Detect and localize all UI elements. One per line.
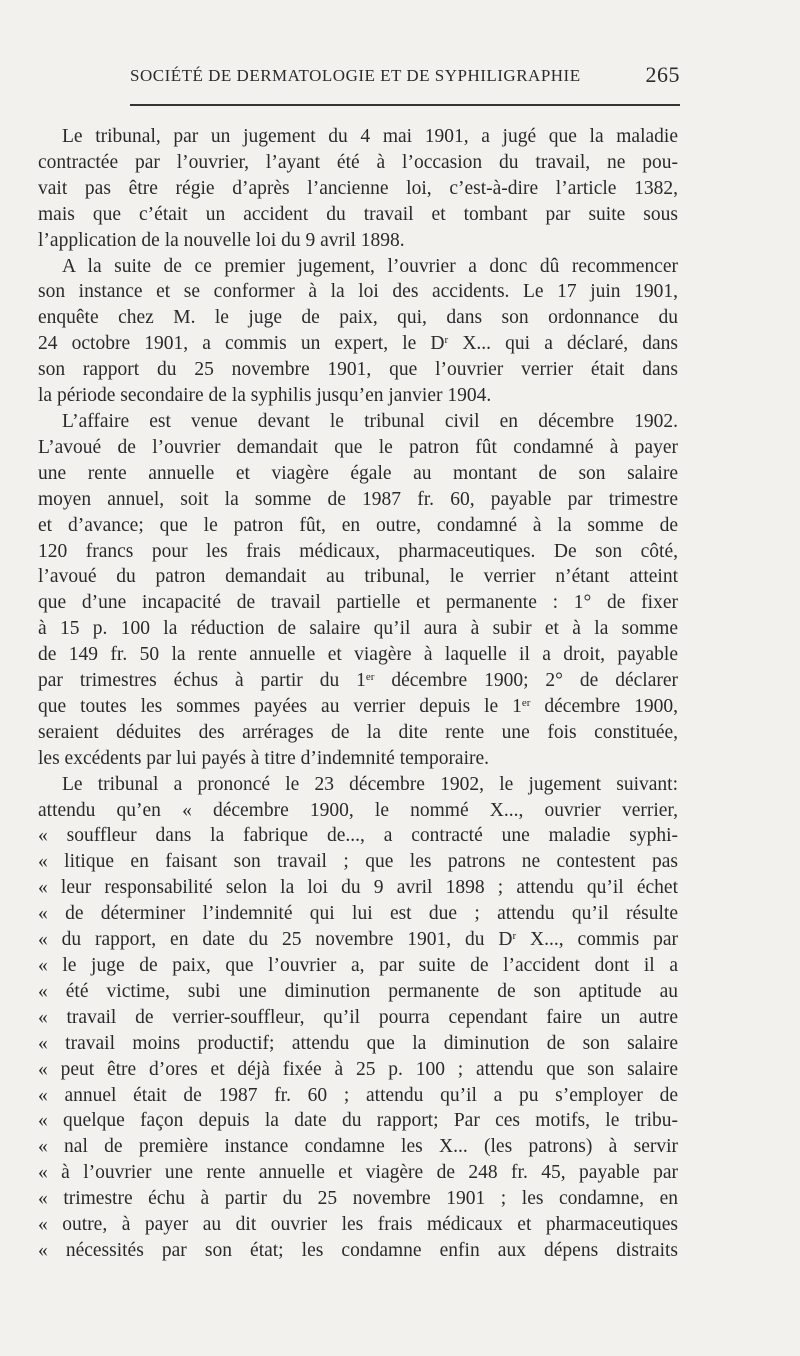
text-line: mais que c’était un accident du travail et tombant par suite sous [38, 203, 678, 225]
page-number: 265 [645, 62, 680, 87]
text-line: « leur responsabilité selon la loi du 9 avril 1898 ; attendu qu’il échet [38, 877, 678, 899]
text-line: moyen annuel, soit la somme de 1987 fr. 60, payable par trimestre [38, 488, 678, 510]
text-line: seraient déduites des arrérages de la dite rente une fois constituée, [38, 721, 678, 743]
text-line: A la suite de ce premier jugement, l’ouvrier a donc dû recommencer [62, 255, 678, 277]
text-line: les excédents par lui payés à titre d’indemnité temporaire. [38, 747, 490, 769]
text-line: « nal de première instance condamne les X... (les patrons) à servir [38, 1136, 678, 1158]
text-line: l’avoué du patron demandait au tribunal, le verrier n’étant atteint [38, 566, 678, 588]
text-line: « annuel était de 1987 fr. 60 ; attendu qu’il a pu s’employer de [38, 1084, 678, 1106]
text-line: une rente annuelle et viagère égale au montant de son salaire [38, 462, 678, 484]
text-line: vait pas être régie d’après l’ancienne loi, c’est-à-dire l’article 1382, [38, 177, 678, 199]
text-line: « peut être d’ores et déjà fixée à 25 p. 100 ; attendu que son salaire [38, 1058, 678, 1080]
text-line: « litique en faisant son travail ; que les patrons ne contestent pas [38, 851, 678, 873]
text-line: « été victime, subi une diminution permanente de son aptitude au [38, 980, 678, 1002]
text-line: que toutes les sommes payées au verrier depuis le 1er décembre 1900, [38, 695, 678, 717]
text-line: 120 francs pour les frais médicaux, pharmaceutiques. De son côté, [38, 540, 678, 562]
text-line: Le tribunal a prononcé le 23 décembre 1902, le jugement suivant: [62, 773, 678, 795]
text-line: 24 octobre 1901, a commis un expert, le $D^r$ X... qui a déclaré, dans [38, 333, 678, 355]
header-rule [130, 104, 680, 106]
text-line: la période secondaire de la syphilis jusqu’en janvier 1904. [38, 385, 492, 407]
text-line: « quelque façon depuis la date du rapport; Par ces motifs, le tribu- [38, 1110, 678, 1132]
text-line: « nécessités par son état; les condamne enfin aux dépens distraits [38, 1239, 678, 1261]
text-line: « outre, à payer au dit ouvrier les frais médicaux et pharmaceutiques [38, 1214, 678, 1236]
text-line: de 149 fr. 50 la rente annuelle et viagère à laquelle il a droit, payable [38, 644, 678, 666]
text-line: l’application de la nouvelle loi du 9 avril 1898. [38, 229, 405, 251]
text-line: enquête chez M. le juge de paix, qui, dans son ordonnance du [38, 307, 678, 329]
text-line: « le juge de paix, que l’ouvrier a, par suite de l’accident dont il a [38, 955, 678, 976]
text-line: par trimestres échus à partir du 1er décembre 1900; 2° de déclarer [38, 670, 678, 692]
text-line: « souffleur dans la fabrique de..., a contracté une maladie syphi- [38, 825, 678, 847]
text-line: à 15 p. 100 la réduction de salaire qu’il aura à subir et à la somme [38, 618, 678, 640]
text-line: son instance et se conformer à la loi des accidents. Le 17 juin 1901, [38, 281, 678, 303]
text-line: et d’avance; que le patron fût, en outre, condamné à la somme de [38, 514, 678, 536]
text-line: « de déterminer l’indemnité qui lui est due ; attendu qu’il résulte [38, 903, 678, 925]
text-line: « du rapport, en date du 25 novembre 1901, du $D^r$ X..., commis par [38, 929, 679, 951]
text-line: que d’une incapacité de travail partielle et permanente : 1° de fixer [38, 592, 678, 614]
text-line: L’affaire est venue devant le tribunal civil en décembre 1902. [62, 410, 678, 432]
text-line: L’avoué de l’ouvrier demandait que le patron fût condamné à payer [38, 436, 678, 458]
text-line: « à l’ouvrier une rente annuelle et viagère de 248 fr. 45, payable par [38, 1162, 678, 1184]
text-line: contractée par l’ouvrier, l’ayant été à l’occasion du travail, ne pou- [38, 151, 678, 173]
text-line: « trimestre échu à partir du 25 novembre 1901 ; les condamne, en [38, 1188, 678, 1210]
text-line: « travail moins productif; attendu que la diminution de son salaire [38, 1032, 678, 1054]
text-line: son rapport du 25 novembre 1901, que l’ouvrier verrier était dans [38, 359, 678, 381]
text-line: « travail de verrier-souffleur, qu’il pourra cependant faire un autre [38, 1006, 678, 1028]
text-line: attendu qu’en « décembre 1900, le nommé X..., ouvrier verrier, [38, 799, 678, 821]
body-text [38, 124, 678, 1264]
text-line: Le tribunal, par un jugement du 4 mai 1901, a jugé que la maladie [62, 126, 678, 147]
running-title: SOCIÉTÉ DE DERMATOLOGIE ET DE SYPHILIGRAPHIE [130, 66, 581, 85]
